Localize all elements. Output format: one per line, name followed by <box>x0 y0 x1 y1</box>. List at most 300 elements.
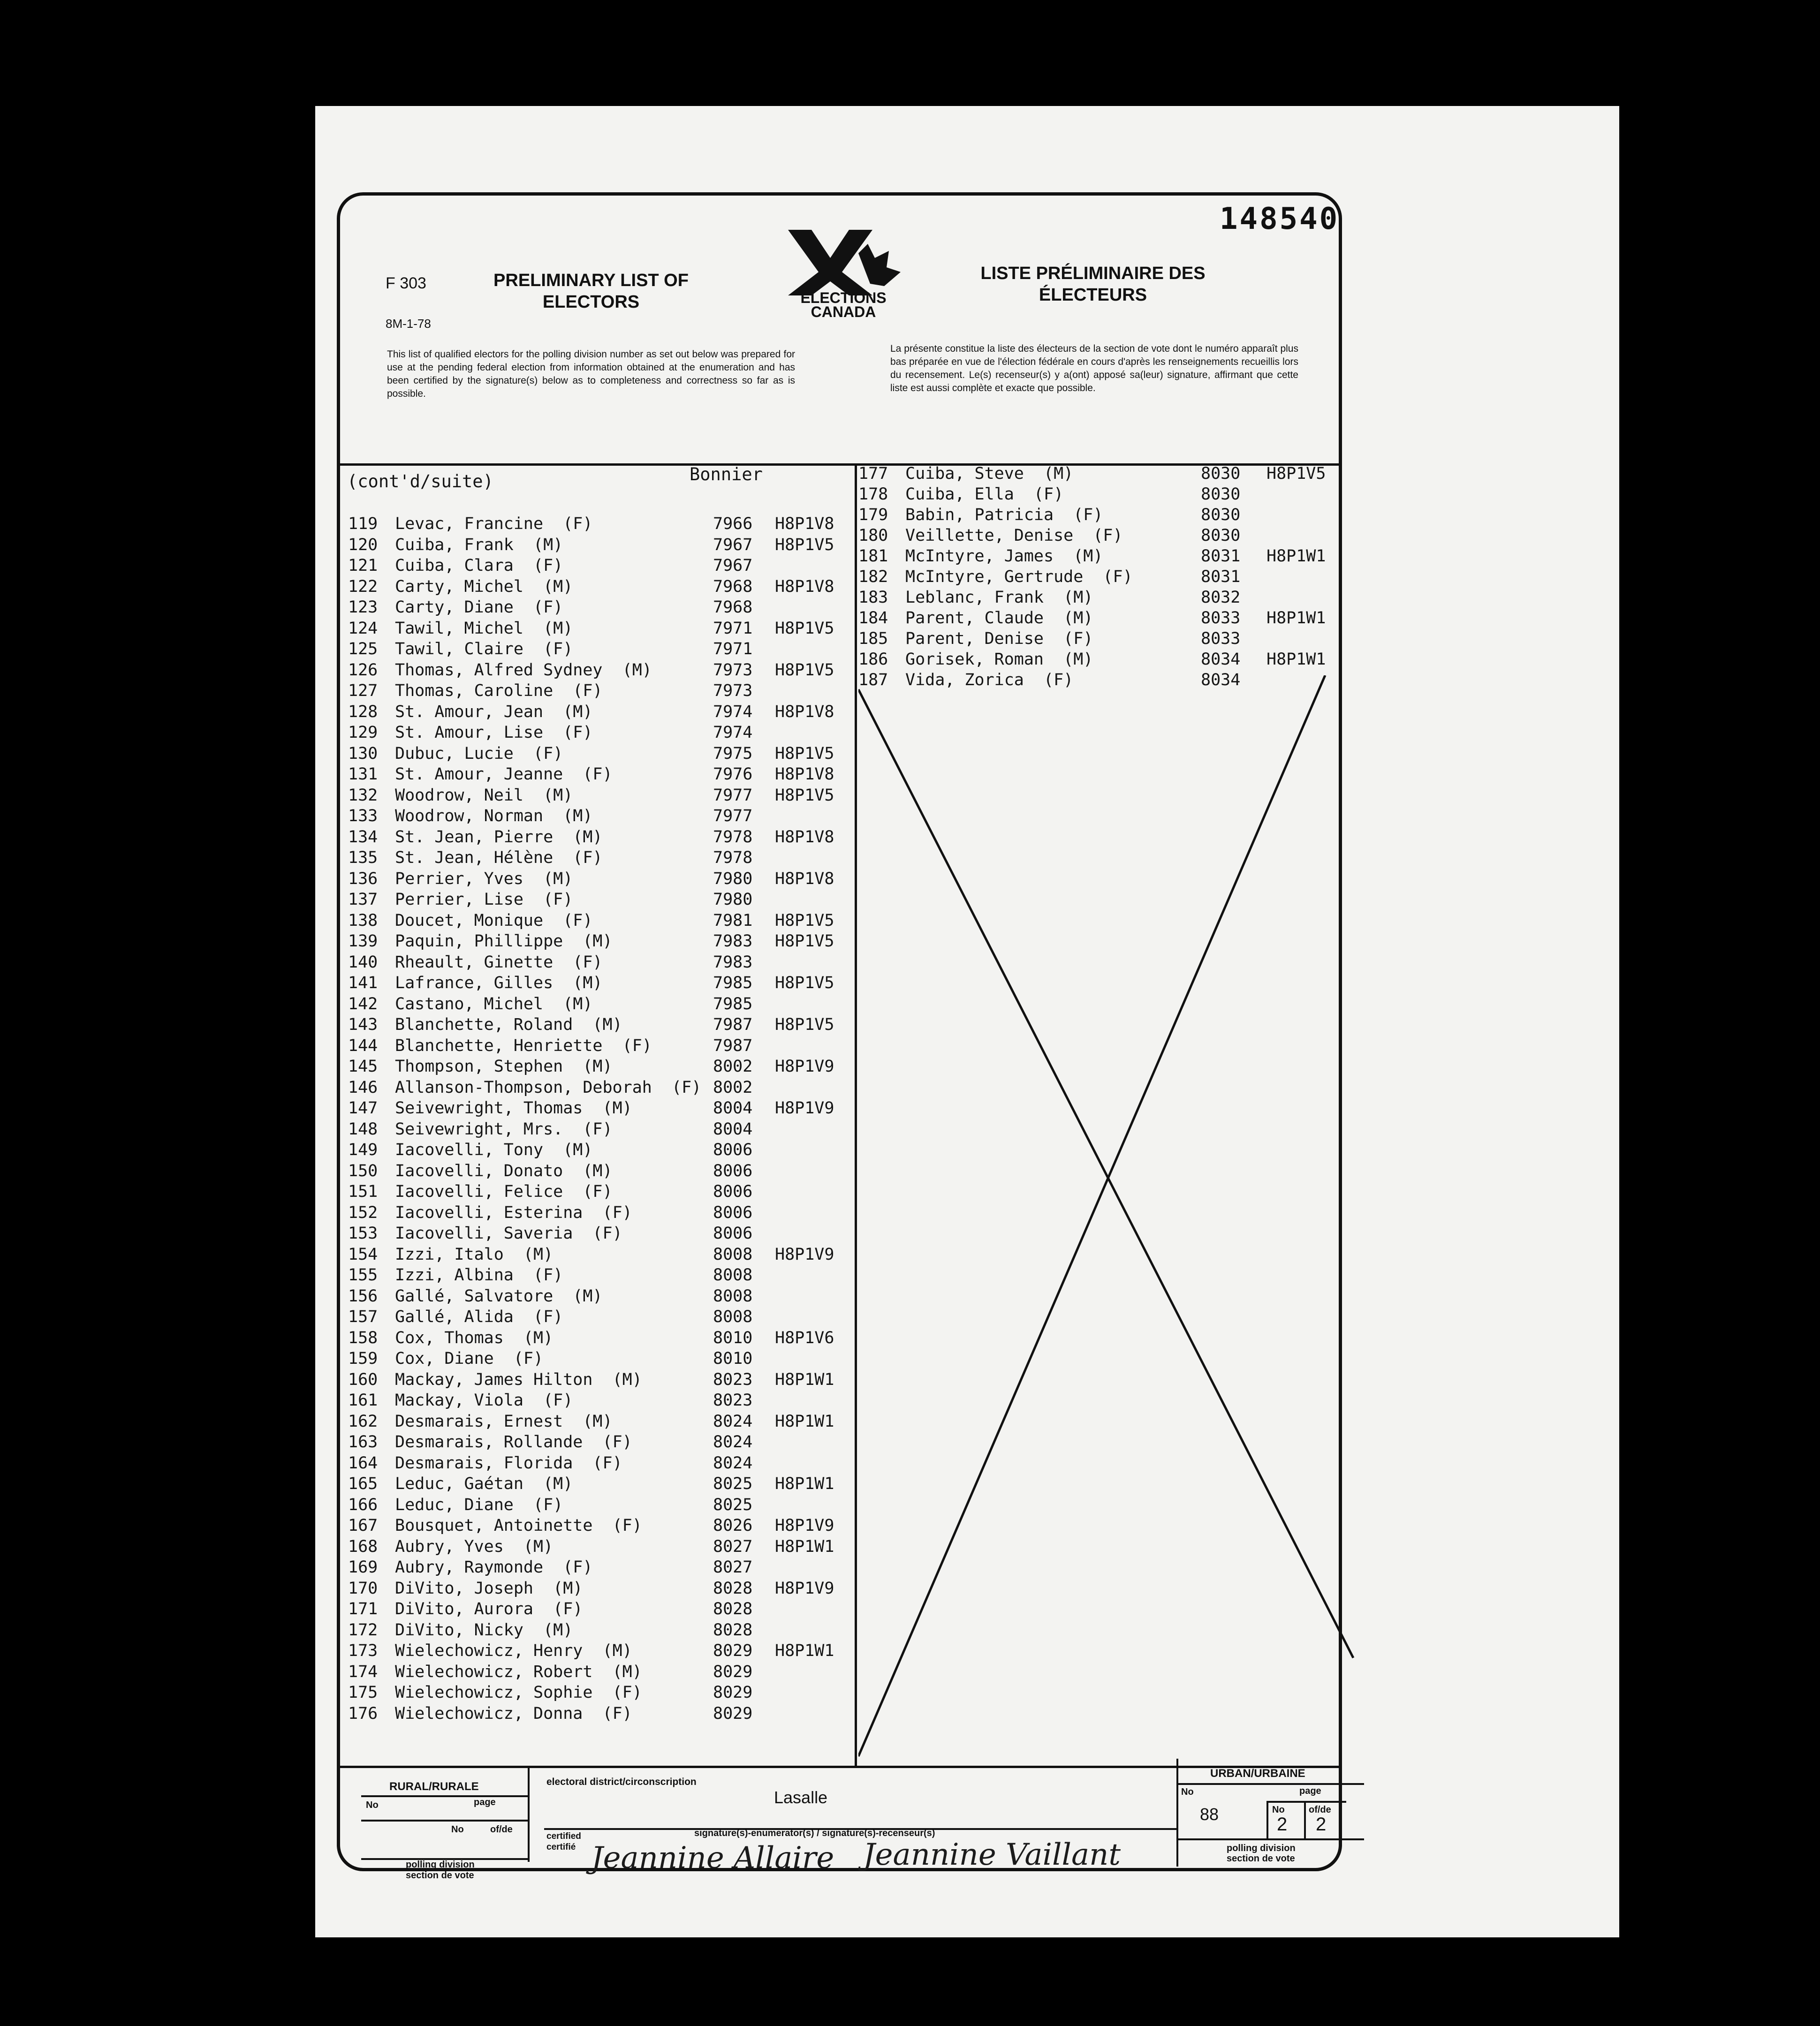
elector-number: 139 <box>348 932 378 951</box>
civic-number: 8034 <box>1201 650 1241 669</box>
elector-number: 134 <box>348 827 378 847</box>
civic-number: 7977 <box>713 786 753 805</box>
urban-page-box-bottom <box>1176 1838 1364 1840</box>
elector-name: Gorisek, Roman (M) <box>905 650 1093 669</box>
postal-code: H8P1V9 <box>775 1245 834 1264</box>
elector-row <box>348 1496 845 1516</box>
civic-number: 8030 <box>1201 526 1241 545</box>
civic-number: 8031 <box>1201 567 1241 586</box>
civic-number: 7985 <box>713 974 753 992</box>
elector-number: 185 <box>858 629 888 648</box>
civic-number: 8031 <box>1201 547 1241 566</box>
elector-number: 176 <box>348 1704 378 1723</box>
civic-number: 8033 <box>1201 629 1241 648</box>
civic-number: 8028 <box>713 1620 753 1640</box>
elector-name: Levac, Francine (F) <box>395 514 593 533</box>
elector-number: 158 <box>348 1328 378 1347</box>
elector-name: Iacovelli, Donato (M) <box>395 1161 613 1180</box>
title-english: PRELIMINARY LIST OF ELECTORS <box>493 271 689 312</box>
elector-name: Castano, Michel (M) <box>395 994 593 1013</box>
elector-row <box>348 598 845 619</box>
elector-name: Izzi, Albina (F) <box>395 1266 563 1285</box>
elector-number: 183 <box>858 588 888 607</box>
elector-row <box>348 1182 845 1203</box>
elector-name: Leduc, Diane (F) <box>395 1495 563 1514</box>
elector-row <box>858 526 1337 547</box>
elector-name: Mackay, Viola (F) <box>395 1391 573 1410</box>
district-value: Lasalle <box>774 1788 828 1807</box>
elector-name: Cuiba, Steve (M) <box>905 464 1074 483</box>
elector-row <box>348 744 845 765</box>
elector-number: 135 <box>348 848 378 867</box>
elector-number: 127 <box>348 681 378 700</box>
elector-number: 161 <box>348 1391 378 1410</box>
civic-number: 8025 <box>713 1495 753 1514</box>
signature-2: Jeannine Vaillant <box>863 1837 1121 1872</box>
district-label: electoral district/circonscription <box>546 1777 697 1787</box>
urban-polling-label-en: polling division <box>1227 1843 1296 1853</box>
elector-name: Thompson, Stephen (M) <box>395 1057 613 1076</box>
elector-number: 149 <box>348 1141 378 1159</box>
elector-number: 129 <box>348 723 378 742</box>
elector-name: Iacovelli, Tony (M) <box>395 1141 593 1159</box>
civic-number: 8024 <box>713 1433 753 1451</box>
elector-number: 144 <box>348 1036 378 1055</box>
elector-row <box>348 1349 845 1370</box>
elector-number: 154 <box>348 1245 378 1264</box>
elector-number: 132 <box>348 786 378 805</box>
civic-number: 7978 <box>713 827 753 847</box>
elector-number: 145 <box>348 1057 378 1076</box>
civic-number: 7981 <box>713 911 753 930</box>
elector-name: McIntyre, James (M) <box>905 547 1103 566</box>
postal-code: H8P1V9 <box>775 1516 834 1535</box>
postal-code: H8P1W1 <box>775 1370 834 1389</box>
civic-number: 7983 <box>713 953 753 972</box>
civic-number: 7973 <box>713 660 753 680</box>
elector-number: 151 <box>348 1182 378 1201</box>
elector-row <box>348 640 845 660</box>
signature-1: Jeannine Allaire <box>591 1841 834 1875</box>
elector-number: 131 <box>348 765 378 784</box>
elector-number: 155 <box>348 1266 378 1285</box>
civic-number: 7974 <box>713 702 753 721</box>
civic-number: 8024 <box>713 1453 753 1473</box>
rural-no-label-2: No <box>451 1824 464 1835</box>
elector-row <box>348 1621 845 1641</box>
elector-number: 164 <box>348 1453 378 1473</box>
rural-page-label: page <box>474 1797 496 1807</box>
civic-number: 7977 <box>713 807 753 825</box>
postal-code: H8P1V5 <box>775 660 834 680</box>
civic-number: 8010 <box>713 1328 753 1347</box>
elector-row <box>348 1245 845 1266</box>
elector-number: 181 <box>858 547 888 566</box>
civic-number: 8023 <box>713 1391 753 1410</box>
elector-name: Mackay, James Hilton (M) <box>395 1370 642 1389</box>
civic-number: 7987 <box>713 1015 753 1034</box>
elector-row <box>348 681 845 702</box>
elector-number: 128 <box>348 702 378 721</box>
postal-code: H8P1V5 <box>775 619 834 638</box>
elector-number: 168 <box>348 1537 378 1556</box>
postal-code: H8P1W1 <box>775 1474 834 1493</box>
elector-name: DiVito, Nicky (M) <box>395 1620 573 1640</box>
rural-polling-label-en: polling division <box>406 1860 475 1870</box>
form-date: 8M-1-78 <box>386 317 431 331</box>
elector-row <box>348 1120 845 1141</box>
civic-number: 8028 <box>713 1579 753 1598</box>
postal-code: H8P1V5 <box>775 786 834 805</box>
civic-number: 8006 <box>713 1161 753 1180</box>
elector-number: 182 <box>858 567 888 586</box>
elector-name: St. Jean, Pierre (M) <box>395 827 603 847</box>
elector-number: 186 <box>858 650 888 669</box>
urban-no-label-2: No <box>1272 1805 1285 1815</box>
elector-number: 136 <box>348 869 378 888</box>
civic-number: 8027 <box>713 1558 753 1577</box>
civic-number: 8030 <box>1201 464 1241 483</box>
elector-name: Cuiba, Ella (F) <box>905 485 1064 504</box>
civic-number: 8030 <box>1201 485 1241 504</box>
elector-name: Carty, Diane (F) <box>395 598 563 617</box>
civic-number: 7966 <box>713 514 753 533</box>
elector-number: 124 <box>348 619 378 638</box>
civic-number: 7967 <box>713 535 753 554</box>
urban-label: URBAN/URBAINE <box>1210 1767 1305 1780</box>
postal-code: H8P1V5 <box>775 1015 834 1034</box>
elector-row <box>348 556 845 577</box>
elector-row <box>348 932 845 953</box>
civic-number: 8034 <box>1201 671 1241 689</box>
elector-name: Iacovelli, Esterina (F) <box>395 1203 632 1222</box>
elector-row <box>348 974 845 994</box>
elector-name: Bousquet, Antoinette (F) <box>395 1516 642 1535</box>
elector-row <box>348 1036 845 1057</box>
elector-number: 143 <box>348 1015 378 1034</box>
urban-polling-label-fr: section de vote <box>1227 1853 1295 1864</box>
elector-row <box>348 1266 845 1286</box>
elector-number: 170 <box>348 1579 378 1598</box>
elector-name: Babin, Patricia (F) <box>905 506 1103 524</box>
postal-code: H8P1V5 <box>775 911 834 930</box>
elector-number: 157 <box>348 1308 378 1326</box>
elector-number: 150 <box>348 1161 378 1180</box>
rural-box-line-2 <box>361 1820 528 1822</box>
civic-number: 8006 <box>713 1141 753 1159</box>
elector-row <box>348 1433 845 1453</box>
elector-number: 178 <box>858 485 888 504</box>
civic-number: 7983 <box>713 932 753 951</box>
elector-name: Wielechowicz, Henry (M) <box>395 1641 632 1660</box>
elector-name: Paquin, Phillippe (M) <box>395 932 613 951</box>
urban-page-box-top <box>1266 1801 1346 1803</box>
civic-number: 7968 <box>713 598 753 617</box>
civic-number: 8027 <box>713 1537 753 1556</box>
elector-row <box>348 1329 845 1349</box>
civic-number: 7975 <box>713 744 753 763</box>
elector-row <box>858 485 1337 506</box>
elector-number: 141 <box>348 974 378 992</box>
civic-number: 8033 <box>1201 609 1241 627</box>
postal-code: H8P1V8 <box>775 765 834 784</box>
elector-number: 142 <box>348 994 378 1013</box>
elector-number: 179 <box>858 506 888 524</box>
title-french: LISTE PRÉLIMINAIRE DES ÉLECTEURS <box>980 264 1206 305</box>
urban-page-box-left <box>1266 1801 1268 1838</box>
civic-number: 8006 <box>713 1224 753 1243</box>
elector-row <box>348 577 845 598</box>
urban-box-left <box>1176 1759 1178 1867</box>
elector-number: 138 <box>348 911 378 930</box>
elector-row <box>348 1308 845 1328</box>
elector-row <box>348 1579 845 1600</box>
elector-name: Lafrance, Gilles (M) <box>395 974 603 992</box>
elector-name: Izzi, Italo (M) <box>395 1245 554 1264</box>
elector-row <box>348 995 845 1015</box>
certified-label-fr: certifié <box>546 1842 576 1852</box>
elector-row <box>348 1600 845 1620</box>
civic-number: 8010 <box>713 1349 753 1368</box>
elector-row <box>348 1370 845 1391</box>
civic-number: 8002 <box>713 1057 753 1076</box>
elector-number: 171 <box>348 1600 378 1618</box>
postal-code: H8P1V5 <box>775 932 834 951</box>
cross-out-mark <box>858 675 1360 1773</box>
elector-name: Parent, Claude (M) <box>905 609 1093 627</box>
elector-name: Leblanc, Frank (M) <box>905 588 1093 607</box>
elector-number: 187 <box>858 671 888 689</box>
postal-code: H8P1W1 <box>1266 547 1326 566</box>
postal-code: H8P1W1 <box>775 1641 834 1660</box>
street-header: Bonnier <box>690 464 763 484</box>
civic-number: 7976 <box>713 765 753 784</box>
elector-name: St. Amour, Lise (F) <box>395 723 593 742</box>
civic-number: 8004 <box>713 1119 753 1139</box>
elector-number: 133 <box>348 807 378 825</box>
postal-code: H8P1V9 <box>775 1099 834 1118</box>
civic-number: 8002 <box>713 1078 753 1097</box>
elector-row <box>348 1537 845 1558</box>
civic-number: 7987 <box>713 1036 753 1055</box>
postal-code: H8P1V8 <box>775 702 834 721</box>
elector-name: Desmarais, Florida (F) <box>395 1453 622 1473</box>
elector-row <box>858 650 1337 671</box>
elector-number: 126 <box>348 660 378 680</box>
elector-number: 173 <box>348 1641 378 1660</box>
elector-row <box>858 547 1337 567</box>
elector-number: 172 <box>348 1620 378 1640</box>
elector-name: Aubry, Raymonde (F) <box>395 1558 593 1577</box>
elector-name: Desmarais, Ernest (M) <box>395 1412 613 1431</box>
elector-row <box>348 1663 845 1683</box>
elector-row <box>858 588 1337 609</box>
postal-code: H8P1W1 <box>1266 650 1326 669</box>
elector-number: 120 <box>348 535 378 554</box>
elector-name: Perrier, Lise (F) <box>395 890 573 909</box>
logo-line-1: ELECTIONS <box>800 289 887 306</box>
intro-french: La présente constitue la liste des électeurs de la section de vote dont le numéro apparaît plus bas préparée en vue de l'élection fédérale en cours d'après les renseignements recueillis lors du recensement. Le(s) recenseur(s) y a(ont) apposé sa(leur) signature, affirmant que cette liste est aussi complète et exacte que possible. <box>890 343 1298 393</box>
elector-name: St. Jean, Hélène (F) <box>395 848 603 867</box>
elector-row <box>858 506 1337 526</box>
elector-row <box>348 848 845 869</box>
elector-name: Wielechowicz, Sophie (F) <box>395 1683 642 1702</box>
elector-row <box>348 1015 845 1036</box>
elector-number: 165 <box>348 1474 378 1493</box>
elector-number: 121 <box>348 556 378 575</box>
elector-row <box>348 661 845 681</box>
elector-row <box>348 703 845 723</box>
contd-label: (cont'd/suite) <box>347 471 493 491</box>
postal-code: H8P1W1 <box>775 1412 834 1431</box>
elector-name: Rheault, Ginette (F) <box>395 953 603 972</box>
civic-number: 8029 <box>713 1662 753 1681</box>
civic-number: 8008 <box>713 1286 753 1306</box>
elector-number: 167 <box>348 1516 378 1535</box>
civic-number: 8028 <box>713 1600 753 1618</box>
civic-number: 7980 <box>713 869 753 888</box>
certified-label-en: certified <box>546 1831 581 1841</box>
elector-name: Cox, Thomas (M) <box>395 1328 554 1347</box>
elector-row <box>348 514 845 535</box>
elector-row <box>348 1516 845 1537</box>
elector-name: Veillette, Denise (F) <box>905 526 1123 545</box>
rural-no-label: No <box>366 1800 379 1810</box>
elector-name: Blanchette, Roland (M) <box>395 1015 622 1034</box>
civic-number: 7985 <box>713 994 753 1013</box>
elector-row <box>858 464 1337 485</box>
elector-name: Parent, Denise (F) <box>905 629 1093 648</box>
elector-row <box>348 911 845 932</box>
civic-number: 8006 <box>713 1182 753 1201</box>
serial-number: 148540 <box>1220 202 1340 236</box>
elector-row <box>348 1078 845 1099</box>
postal-code: H8P1V5 <box>775 744 834 763</box>
elector-number: 140 <box>348 953 378 972</box>
elector-name: Iacovelli, Felice (F) <box>395 1182 613 1201</box>
rural-box-right <box>528 1768 530 1862</box>
elector-name: Thomas, Alfred Sydney (M) <box>395 660 652 680</box>
postal-code: H8P1V9 <box>775 1057 834 1076</box>
elector-name: Thomas, Caroline (F) <box>395 681 603 700</box>
elector-row <box>348 828 845 848</box>
elector-row <box>348 953 845 974</box>
intro-english: This list of qualified electors for the polling division number as set out below was prepared for use at the pending federal election from information obtained at the enumeration and has been certified by the signature(s) below as to completeness and correctness so far as is possible. <box>387 349 795 399</box>
elector-name: DiVito, Joseph (M) <box>395 1579 583 1598</box>
elector-name: Dubuc, Lucie (F) <box>395 744 563 763</box>
civic-number: 8026 <box>713 1516 753 1535</box>
postal-code: H8P1V9 <box>775 1579 834 1598</box>
elector-name: Desmarais, Rollande (F) <box>395 1433 632 1451</box>
elector-name: Wielechowicz, Donna (F) <box>395 1704 632 1723</box>
elector-row <box>348 890 845 911</box>
elector-number: 156 <box>348 1286 378 1306</box>
elector-row <box>348 1099 845 1119</box>
postal-code: H8P1W1 <box>775 1537 834 1556</box>
elector-row <box>348 807 845 827</box>
elector-row <box>348 536 845 556</box>
elector-number: 177 <box>858 464 888 483</box>
elector-number: 123 <box>348 598 378 617</box>
urban-page-box-mid <box>1304 1801 1306 1838</box>
elector-row <box>348 1203 845 1224</box>
postal-code: H8P1V5 <box>1266 464 1326 483</box>
civic-number: 8029 <box>713 1641 753 1660</box>
elector-number: 175 <box>348 1683 378 1702</box>
civic-number: 7980 <box>713 890 753 909</box>
civic-number: 8008 <box>713 1266 753 1285</box>
elector-row <box>348 619 845 640</box>
elector-row <box>348 1704 845 1725</box>
elector-name: Cuiba, Frank (M) <box>395 535 563 554</box>
elector-name: DiVito, Aurora (F) <box>395 1600 583 1618</box>
elector-row <box>348 1141 845 1161</box>
elector-number: 152 <box>348 1203 378 1222</box>
urban-of-label: of/de <box>1309 1805 1331 1815</box>
elector-number: 137 <box>348 890 378 909</box>
rural-of-label: of/de <box>490 1824 513 1835</box>
rural-box-line <box>361 1795 528 1797</box>
elector-name: Cuiba, Clara (F) <box>395 556 563 575</box>
elector-row <box>348 1287 845 1308</box>
civic-number: 8006 <box>713 1203 753 1222</box>
elector-name: Leduc, Gaétan (M) <box>395 1474 573 1493</box>
elector-row <box>348 1474 845 1495</box>
elector-name: Wielechowicz, Robert (M) <box>395 1662 642 1681</box>
logo-text <box>778 291 909 319</box>
signature-label: signature(s)-enumerator(s) / signature(s)-recenseur(s) <box>694 1828 935 1838</box>
elector-row <box>348 1412 845 1433</box>
form-code: F 303 <box>386 274 426 292</box>
elector-name: Woodrow, Neil (M) <box>395 786 573 805</box>
urban-page-label: page <box>1299 1786 1321 1796</box>
civic-number: 7968 <box>713 577 753 596</box>
elector-row <box>348 723 845 744</box>
elector-row <box>348 1391 845 1412</box>
elector-number: 153 <box>348 1224 378 1243</box>
urban-page-value: 2 <box>1277 1814 1288 1835</box>
elector-number: 122 <box>348 577 378 596</box>
civic-number: 7973 <box>713 681 753 700</box>
postal-code: H8P1V8 <box>775 869 834 888</box>
elector-name: St. Amour, Jeanne (F) <box>395 765 613 784</box>
elector-row <box>348 1224 845 1245</box>
rural-label: RURAL/RURALE <box>389 1780 479 1793</box>
elector-row <box>348 869 845 890</box>
elector-name: Aubry, Yves (M) <box>395 1537 554 1556</box>
postal-code: H8P1V5 <box>775 535 834 554</box>
elector-row <box>858 609 1337 629</box>
civic-number: 8032 <box>1201 588 1241 607</box>
postal-code: H8P1W1 <box>1266 609 1326 627</box>
elector-name: Doucet, Monique (F) <box>395 911 593 930</box>
elector-name: Cox, Diane (F) <box>395 1349 544 1368</box>
elector-name: Gallé, Alida (F) <box>395 1308 563 1326</box>
urban-no-value: 88 <box>1200 1805 1219 1824</box>
elector-row <box>348 1057 845 1078</box>
elector-number: 125 <box>348 640 378 658</box>
elector-number: 119 <box>348 514 378 533</box>
elector-number: 148 <box>348 1119 378 1139</box>
civic-number: 8004 <box>713 1099 753 1118</box>
urban-of-value: 2 <box>1316 1814 1327 1835</box>
elector-number: 147 <box>348 1099 378 1118</box>
elector-number: 166 <box>348 1495 378 1514</box>
elector-name: Seivewright, Mrs. (F) <box>395 1119 613 1139</box>
urban-no-label: No <box>1181 1787 1194 1797</box>
civic-number: 8029 <box>713 1683 753 1702</box>
elector-number: 160 <box>348 1370 378 1389</box>
